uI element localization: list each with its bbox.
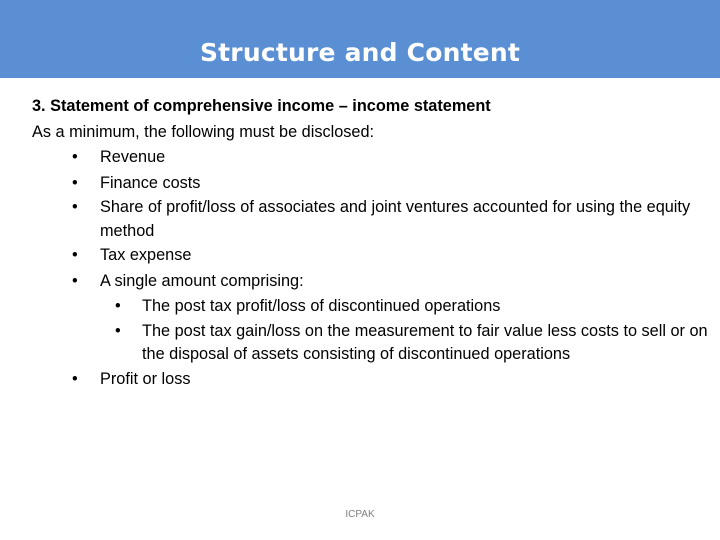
list-item-text: Profit or loss [100, 369, 191, 388]
sub-list-item-text: The post tax gain/loss on the measurement to fair value less costs to sell or on the disposal of assets consisting of discontinued operations [142, 321, 708, 363]
list-item [32, 145, 712, 171]
disclosure-list [32, 145, 712, 392]
bullet-icon: • [72, 173, 78, 192]
list-item-text: Share of profit/loss of associates and joint ventures accounted for using the equity method [100, 198, 691, 240]
bullet-icon: • [72, 369, 78, 388]
list-item [32, 367, 712, 393]
footer-label: ICPAK [345, 509, 375, 520]
bullet-icon: • [115, 321, 121, 340]
sub-list-item [100, 320, 712, 367]
section-heading: 3. Statement of comprehensive income – income statement [32, 97, 491, 115]
slide-title: Structure and Content [199, 38, 521, 67]
list-item [32, 196, 712, 243]
bullet-icon: • [72, 271, 78, 290]
bullet-icon: • [72, 246, 78, 264]
sub-list [100, 294, 712, 367]
list-item [32, 243, 712, 269]
sub-list-item [100, 294, 712, 320]
slide-body [32, 94, 712, 392]
list-item [32, 269, 712, 367]
sub-list-item-text: The post tax profit/loss of discontinued operations [142, 297, 501, 315]
bullet-icon: • [115, 297, 121, 315]
list-item-text: Finance costs [100, 173, 201, 192]
intro-text: As a minimum, the following must be disclosed: [32, 122, 375, 141]
bullet-icon: • [72, 198, 78, 216]
list-item-text: A single amount comprising: [100, 271, 304, 290]
bullet-icon: • [72, 148, 78, 166]
list-item-text: Tax expense [100, 246, 192, 264]
list-item [32, 171, 712, 197]
list-item-text: Revenue [100, 148, 166, 166]
